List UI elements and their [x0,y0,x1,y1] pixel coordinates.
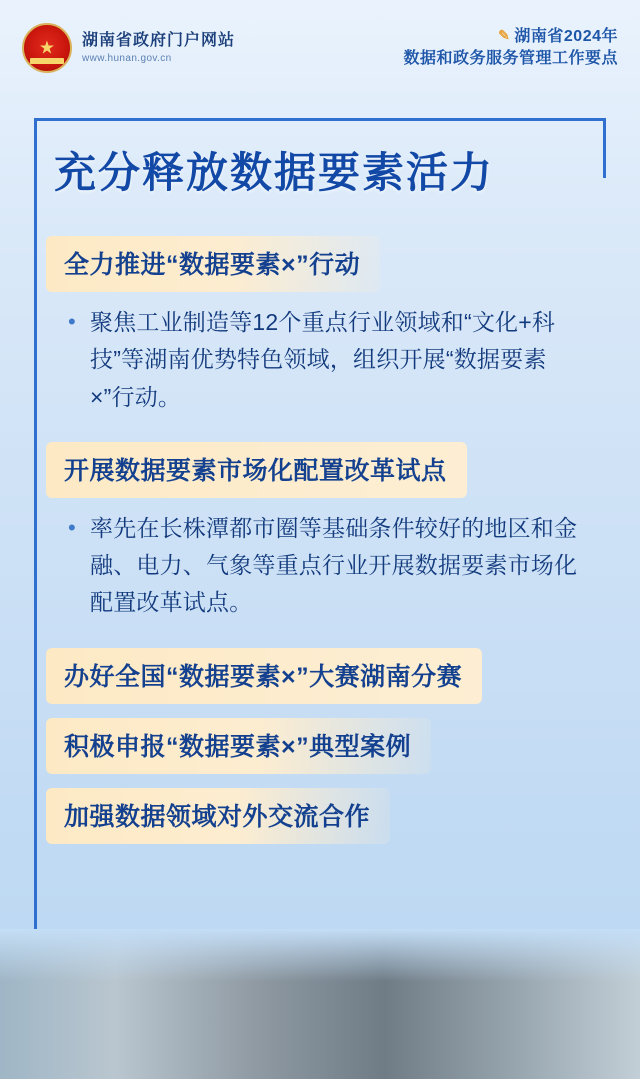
page-header [0,0,640,96]
site-url: www.hunan.gov.cn [82,53,172,65]
section-1-bullets [34,304,606,416]
page-title: 充分释放数据要素活力 [54,149,495,196]
brand-text [82,32,235,65]
section-1 [34,236,606,416]
section-5-heading: 加强数据领域对外交流合作 [46,788,390,844]
section-1-heading: 全力推进“数据要素×”行动 [46,236,380,292]
photo-machine-center [290,954,360,1079]
photo-machine-right [400,969,490,1079]
photo-machine-left [170,969,260,1079]
brand[interactable] [22,23,235,73]
section-4-heading: 积极申报“数据要素×”典型案例 [46,718,431,774]
frame-bottom-line [34,1025,114,1028]
site-name: 湖南省政府门户网站 [82,31,236,49]
section-2 [34,442,606,622]
section-2-bullets [34,510,606,622]
section-5 [34,788,606,844]
section-3 [34,648,606,704]
header-title-line1-text: 湖南省2024年 [514,28,618,46]
photo-fade-overlay [0,929,640,1079]
list-item: • 率先在长株潭都市圈等基础条件较好的地区和金融、电力、气象等重点行业开展数据要素市场化配置改革试点。 [64,510,580,622]
section-2-heading: 开展数据要素市场化配置改革试点 [46,442,467,498]
national-emblem-icon [22,23,72,73]
section-4 [34,718,606,774]
list-item: • 聚焦工业制造等12个重点行业领域和“文化+科技”等湖南优势特色领域，组织开展“数据要素×”行动。 [64,304,580,416]
photo-rails [0,929,640,1079]
frame-top-line [34,118,606,121]
header-title-line1 [403,26,618,48]
pen-icon: ✎ [498,27,511,44]
frame-top-right-line [603,118,606,178]
header-title-group [403,26,618,69]
header-title-line2: 数据和政务服务管理工作要点 [403,50,618,67]
content-sections [34,236,606,858]
section-3-heading: 办好全国“数据要素×”大赛湖南分赛 [46,648,482,704]
factory-photo [0,929,640,1079]
